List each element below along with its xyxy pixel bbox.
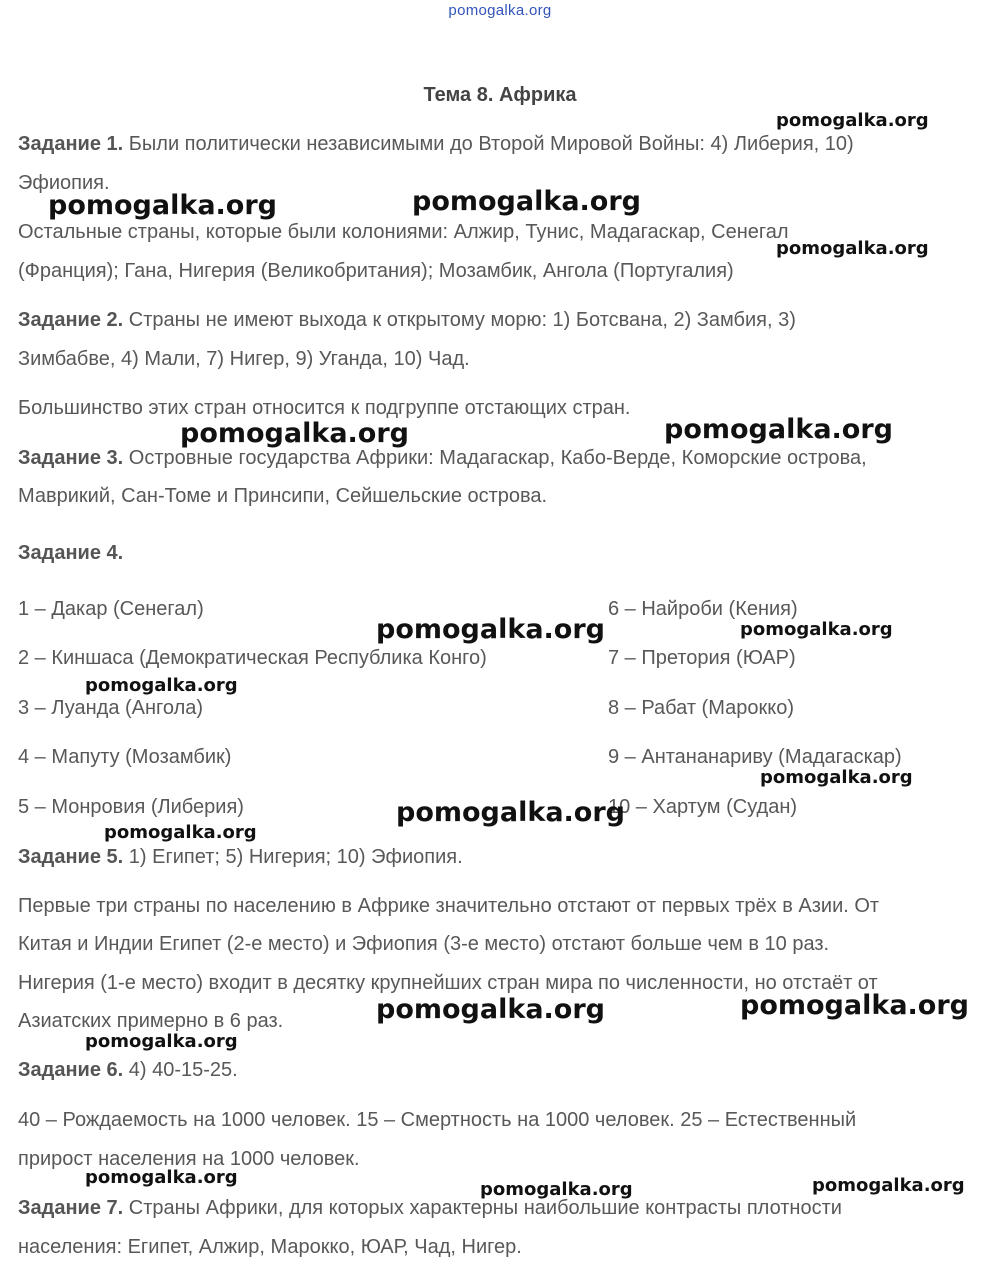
- task7-text1: Страны Африки, для которых характерны наибольшие контрасты плотности: [128, 1197, 842, 1219]
- task3-text1: Островные государства Африки: Мадагаскар, Кабо-Верде, Коморские острова,: [128, 447, 867, 469]
- capital-item: 8 – Рабат (Марокко): [608, 697, 794, 719]
- watermark: pomogalka.org: [48, 190, 277, 221]
- task3-line1: [18, 446, 867, 470]
- capital-item: 4 – Мапуту (Мозамбик): [18, 746, 232, 768]
- watermark: pomogalka.org: [664, 414, 893, 445]
- task6-label: Задание 6.: [18, 1059, 124, 1081]
- task3-label: Задание 3.: [18, 447, 124, 469]
- task5-line4: Нигерия (1-е место) входит в десятку крупнейших стран мира по численности, но отстаёт от: [18, 972, 878, 994]
- task5-text1: 1) Египет; 5) Нигерия; 10) Эфиопия.: [128, 846, 463, 868]
- task1-line1: [18, 132, 854, 156]
- task2-line3: Большинство этих стран относится к подгруппе отстающих стран.: [18, 397, 631, 419]
- watermark: pomogalka.org: [85, 675, 238, 696]
- task3-line2: Маврикий, Сан-Томе и Принсипи, Сейшельские острова.: [18, 485, 548, 507]
- task2-line1: [18, 308, 796, 332]
- watermark: pomogalka.org: [412, 186, 641, 217]
- task5-line1: [18, 845, 463, 869]
- task6-line2: 40 – Рождаемость на 1000 человек. 15 – Смертность на 1000 человек. 25 – Естественный: [18, 1109, 857, 1131]
- watermark: pomogalka.org: [85, 1167, 238, 1188]
- task2-label: Задание 2.: [18, 309, 124, 331]
- watermark: pomogalka.org: [376, 994, 605, 1025]
- task1-text1: Были политически независимыми до Второй Мировой Войны: 4) Либерия, 10): [128, 133, 854, 155]
- watermark: pomogalka.org: [776, 238, 929, 259]
- capital-item: 7 – Претория (ЮАР): [608, 647, 796, 669]
- watermark: pomogalka.org: [740, 990, 969, 1021]
- capital-item: 5 – Монровия (Либерия): [18, 796, 244, 818]
- capital-item: 10 – Хартум (Судан): [608, 796, 798, 818]
- task7-line2: населения: Египет, Алжир, Марокко, ЮАР, Чад, Нигер.: [18, 1236, 522, 1258]
- task6-line1: [18, 1058, 238, 1082]
- task1-line3: Остальные страны, которые были колониями: Алжир, Тунис, Мадагаскар, Сенегал: [18, 221, 789, 243]
- task6-text1: 4) 40-15-25.: [128, 1059, 238, 1081]
- task5-line5: Азиатских примерно в 6 раз.: [18, 1010, 284, 1032]
- capital-item: 6 – Найроби (Кения): [608, 598, 798, 620]
- watermark: pomogalka.org: [396, 797, 625, 828]
- task1-line4: (Франция); Гана, Нигерия (Великобритания); Мозамбик, Ангола (Португалия): [18, 260, 734, 282]
- watermark: pomogalka.org: [104, 822, 257, 843]
- task5-line3: Китая и Индии Египет (2-е место) и Эфиопия (3-е место) отстают больше чем в 10 раз.: [18, 933, 830, 955]
- capital-item: 1 – Дакар (Сенегал): [18, 598, 204, 620]
- task5-label: Задание 5.: [18, 846, 124, 868]
- capital-item: 3 – Луанда (Ангола): [18, 697, 204, 719]
- watermark: pomogalka.org: [812, 1175, 965, 1196]
- capital-item: 2 – Киншаса (Демократическая Республика Конго): [18, 647, 487, 669]
- watermark: pomogalka.org: [776, 110, 929, 131]
- watermark: pomogalka.org: [760, 767, 913, 788]
- watermark: pomogalka.org: [740, 619, 893, 640]
- watermark: pomogalka.org: [180, 418, 409, 449]
- task5-line2: Первые три страны по населению в Африке значительно отстают от первых трёх в Азии. От: [18, 895, 880, 917]
- task7-label: Задание 7.: [18, 1197, 124, 1219]
- task2-line2: Зимбабве, 4) Мали, 7) Нигер, 9) Уганда, 10) Чад.: [18, 348, 470, 370]
- task7-line1: [18, 1196, 842, 1220]
- task1-line2: Эфиопия.: [18, 172, 110, 194]
- task4-label: Задание 4.: [18, 542, 124, 564]
- watermark: pomogalka.org: [85, 1031, 238, 1052]
- capital-item: 9 – Антананариву (Мадагаскар): [608, 746, 902, 768]
- site-link[interactable]: pomogalka.org: [448, 2, 552, 19]
- task6-line3: прирост населения на 1000 человек.: [18, 1148, 360, 1170]
- page-title: Тема 8. Африка: [423, 84, 577, 106]
- watermark: pomogalka.org: [376, 614, 605, 645]
- task4-heading: [18, 541, 123, 565]
- watermark: pomogalka.org: [480, 1179, 633, 1200]
- task1-label: Задание 1.: [18, 133, 124, 155]
- task2-text1: Страны не имеют выхода к открытому морю: 1) Ботсвана, 2) Замбия, 3): [128, 309, 796, 331]
